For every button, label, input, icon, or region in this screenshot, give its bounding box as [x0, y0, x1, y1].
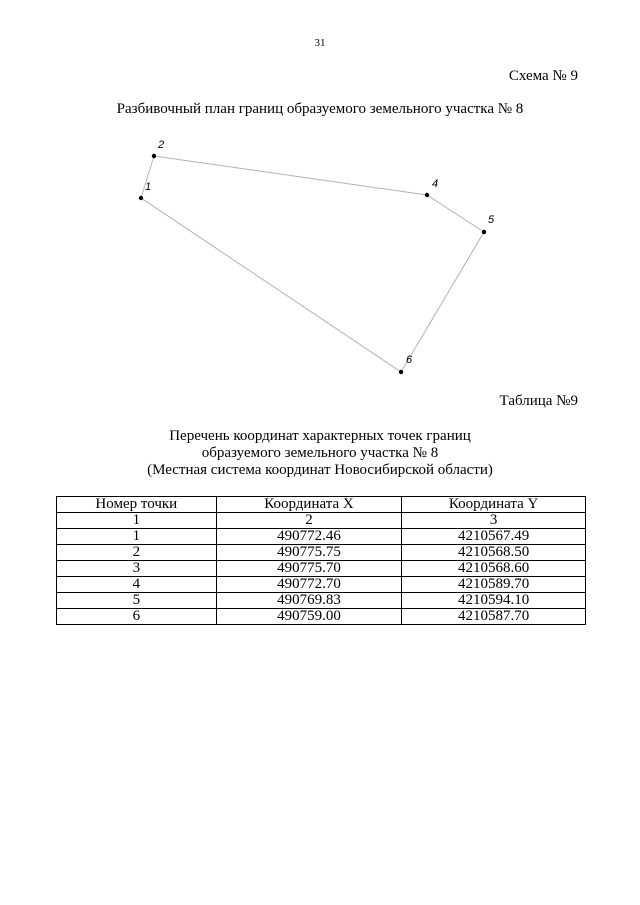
boundary-point	[152, 139, 164, 158]
cell-coordinate-y: 4210594.10	[402, 593, 586, 609]
scheme-label: Схема № 9	[508, 68, 578, 84]
cell-point-number: 2	[57, 545, 217, 561]
cell-point-number: 3	[57, 561, 217, 577]
header-coordinate-x: Координата X	[216, 497, 402, 513]
cell-coordinate-x: 490769.83	[216, 593, 402, 609]
table-row	[57, 529, 586, 545]
cell-point-number: 5	[57, 593, 217, 609]
boundary-plan	[0, 0, 640, 400]
table-caption	[0, 428, 640, 479]
cell-point-number: 1	[57, 529, 217, 545]
cell-coordinate-y: 4210587.70	[402, 609, 586, 625]
cell-point-number: 6	[57, 609, 217, 625]
boundary-point	[425, 178, 438, 197]
table-row	[57, 577, 586, 593]
point-label: 4	[432, 178, 439, 190]
table-row	[57, 593, 586, 609]
point-label: 1	[145, 181, 152, 193]
cell-coordinate-x: 490759.00	[216, 609, 402, 625]
cell-coordinate-y: 4210568.50	[402, 545, 586, 561]
coordinates-table	[56, 496, 586, 625]
column-number: 3	[402, 513, 586, 529]
point-label: 2	[158, 139, 165, 151]
column-number: 1	[57, 513, 217, 529]
cell-coordinate-x: 490772.46	[216, 529, 402, 545]
table-column-numbers-row	[57, 513, 586, 529]
cell-point-number: 4	[57, 577, 217, 593]
cell-coordinate-y: 4210568.60	[402, 561, 586, 577]
table-caption-line: образуемого земельного участка № 8	[201, 445, 439, 461]
table-row	[57, 561, 586, 577]
table-label: Таблица №9	[499, 393, 578, 409]
table-row	[57, 609, 586, 625]
cell-coordinate-y: 4210567.49	[402, 529, 586, 545]
boundary-point	[482, 214, 495, 234]
boundary-point	[399, 354, 413, 374]
header-point-number: Номер точки	[57, 497, 217, 513]
table-caption-line: (Местная система координат Новосибирской области)	[147, 462, 493, 478]
plan-title: Разбивочный план границ образуемого земельного участка № 8	[116, 101, 524, 117]
table-caption-line: Перечень координат характерных точек границ	[169, 428, 471, 444]
cell-coordinate-x: 490775.75	[216, 545, 402, 561]
column-number: 2	[216, 513, 402, 529]
table-row	[57, 545, 586, 561]
header-coordinate-y: Координата Y	[402, 497, 586, 513]
cell-coordinate-y: 4210589.70	[402, 577, 586, 593]
page-number: 31	[314, 37, 326, 49]
table-header-row	[57, 497, 586, 513]
point-label: 6	[406, 354, 413, 366]
point-label: 5	[488, 214, 495, 226]
cell-coordinate-x: 490772.70	[216, 577, 402, 593]
cell-coordinate-x: 490775.70	[216, 561, 402, 577]
boundary-point	[139, 181, 151, 200]
